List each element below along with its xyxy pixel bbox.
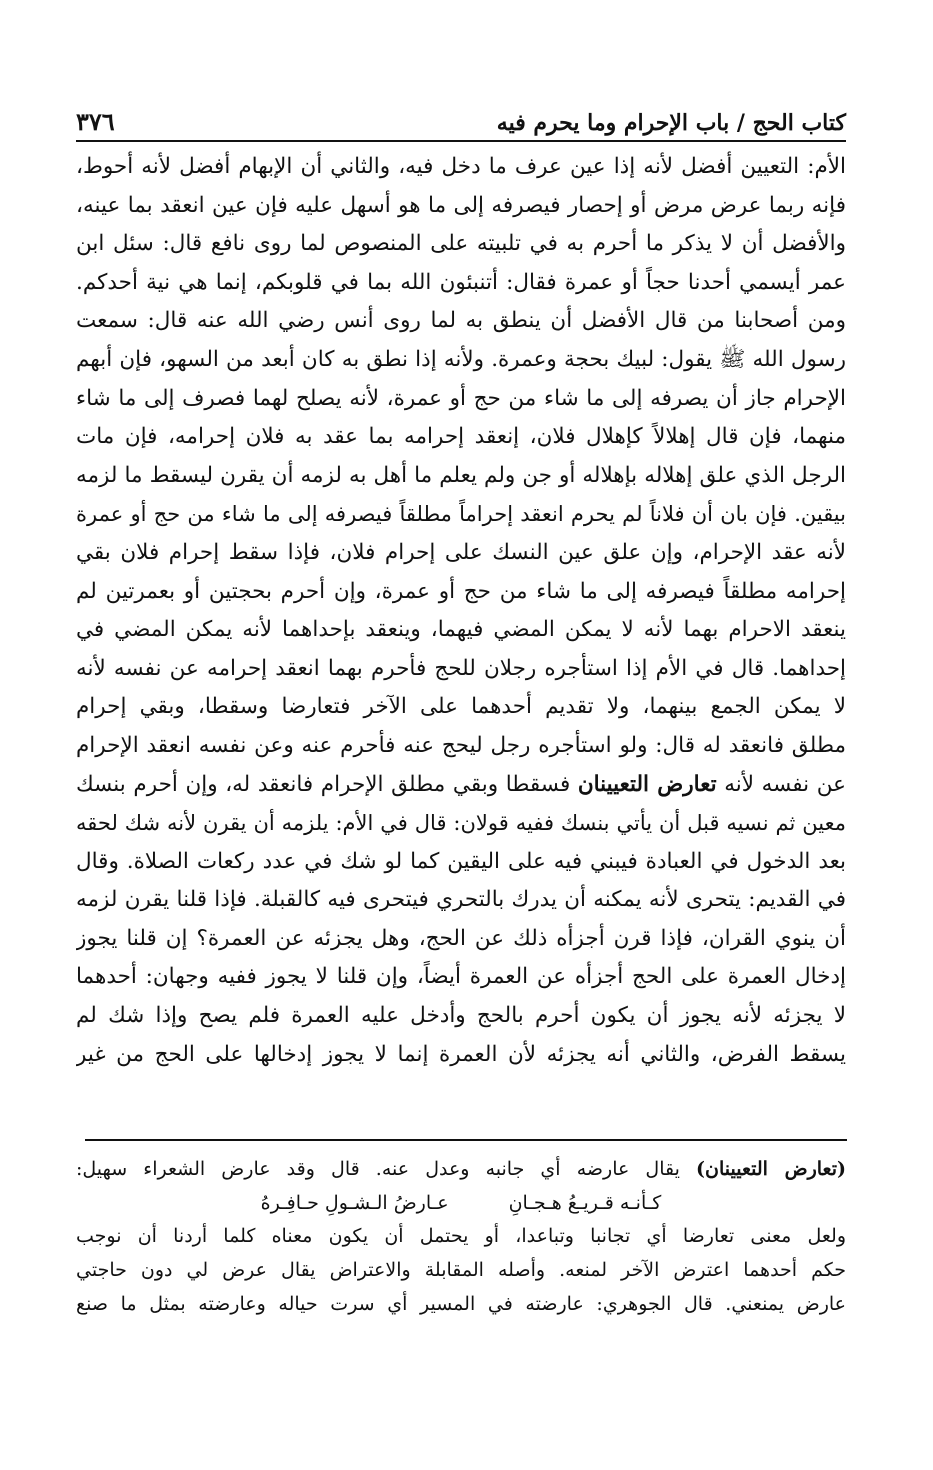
footnote-text: يقال عارضه أي جانبه وعدل عنه. قال وقد عارض الشعراء سهيل: [76,1158,697,1180]
text-segment: عن نفسه لأنه [716,771,846,797]
text-segment: فسقطا وبقي مطلق الإحرام فانعقد له، وإن أحرم بنسك [76,771,578,797]
text-line: بيقين. فإن بان أن فلاناً لم يحرم انعقد إحراماً مطلقاً فيصرفه إلى ما شاء من حج أو عمرة [76,502,846,527]
verse-second-hemistich: عـارضُ الـشـولِ حـافِـرهُ [260,1191,449,1214]
text-line: رسول الله ﷺ يقول: لبيك بحجة وعمرة. ولأنه إذا نطق به كان أبعد من السهو، فإن أبهم [76,346,846,372]
footnote-line: ولعل معنى تعارضا أي تجانبا وتباعدا، أو يحتمل أن يكون معناه كلما أردنا أن نوجب [76,1225,846,1248]
text-line: الرجل الذي علق إهلاله بإهلاله أو جن ولم يعلم ما أهل به لزمه أن يقرن ليسقط ما لزمه [76,462,846,488]
text-line: ومن أصحابنا من قال الأفضل أن ينطق به لما روى أنس رضي الله عنه قال: سمعت [76,308,846,334]
footnote [76,1153,846,1321]
chapter-title: كتاب الحج / باب الإحرام وما يحرم فيه [496,110,846,136]
text-line: لا يمكن الجمع بينهما، ولا تقديم أحدهما على الآخر فتعارضا وسقطا، وبقي إحرام [76,694,846,720]
text-line: لا يجزئه لأنه يجوز أن يكون أحرم بالحج وأدخل عليه العمرة فلم يصح وإذا شك لم [76,1003,846,1029]
page-number: ٣٧٦ [76,107,115,136]
text-line: مطلق فانعقد له قال: ولو استأجره رجل ليحج عنه فأحرم عنه وعن نفسه انعقد الإحرام [76,732,846,758]
running-header [76,100,846,142]
footnote-line: حكم أحدهما اعترض الآخر لمنعه. وأصله المقابلة والاعتراض يقال عرض لي دون حاجتي [76,1259,846,1282]
bold-term: تعارض التعيينان [577,771,717,797]
footnote-divider [85,1139,847,1141]
footnote-line [76,1153,846,1187]
footnote-term: (تعارض التعيينان) [696,1158,846,1180]
text-line: لأنه عقد الإحرام، وإن علق عين النسك على إحرام فلان، فإذا سقط إحرام فلان بقي [76,539,846,565]
text-line: الأم: التعيين أفضل لأنه إذا عين عرف ما دخل فيه، والثاني أن الإبهام أفضل لأنه أحوط، [76,154,846,179]
text-line: الإحرام جاز أن يصرفه إلى ما شاء من حج أو عمرة، لأنه يصلح لهما فصرف إلى ما شاء [76,385,846,411]
main-text [76,148,846,1074]
text-line: أن ينوي القران، فإذا قرن أجزأه ذلك عن الحج، وهل يجزئه عن العمرة؟ إن قلنا يجوز [76,925,846,951]
verse-first-hemistich: كـأنـه قـريـعُ هـجـانِ [508,1191,662,1214]
text-line: بعد الدخول في العبادة فيبني فيه على اليقين كما لو شك في عدد ركعات الصلاة. وقال [76,848,846,874]
text-line: إحداهما. قال في الأم إذا استأجره رجلان للحج فأحرم بهما انعقد إحرامه عن نفسه لأنه [76,655,846,681]
text-line: إدخال العمرة على الحج أجزأه عن العمرة أيضاً، وإن قلنا لا يجوز ففيه وجهان: أحدهما [76,964,846,990]
footnote-line: عارض يمنعني. قال الجوهري: عارضته في المسير أي سرت حياله وعارضته بمثل ما صنع [76,1292,846,1315]
text-line-with-term [76,766,846,805]
text-line: إحرامه مطلقاً فيصرفه إلى ما شاء من حج أو عمرة، وإن أحرم بحجتين أو بعمرتين لم [76,578,846,604]
text-line: معين ثم نسيه قبل أن يأتي بنسك ففيه قولان: قال في الأم: يلزمه أن يقرن لأنه شك لحقه [76,811,846,836]
text-line: منهما، فإن قال إهلالاً كإهلال فلان، إنعقد إحرامه بما عقد به فلان إحرامه، فإن مات [76,424,846,450]
text-line: عمر أيسمي أحدنا حجاً أو عمرة فقال: أتنبئون الله بما في قلوبكم، إنما هي نية أحدكم. [76,269,846,295]
text-line: في القديم: يتحرى لأنه يمكنه أن يدرك بالتحري فيتحرى فيه كالقبلة. فإذا قلنا يقرن لزمه [76,887,846,913]
poetry-verse [76,1187,846,1221]
text-line: ينعقد الاحرام بهما لأنه لا يمكن المضي فيهما، وينعقد بإحداهما لأنه يمكن المضي في [76,617,846,643]
text-line: يسقط الفرض، والثاني أنه يجزئه لأن العمرة إنما لا يجوز إدخالها على الحج من غير [76,1041,846,1067]
text-line: فإنه ربما عرض مرض أو إحصار فيصرفه إلى ما هو أسهل عليه فإن عين انعقد بما عينه، [76,192,846,218]
text-line: والأفضل أن لا يذكر ما أحرم به في تلبيته على المنصوص لما روى نافع قال: سئل ابن [76,231,846,257]
